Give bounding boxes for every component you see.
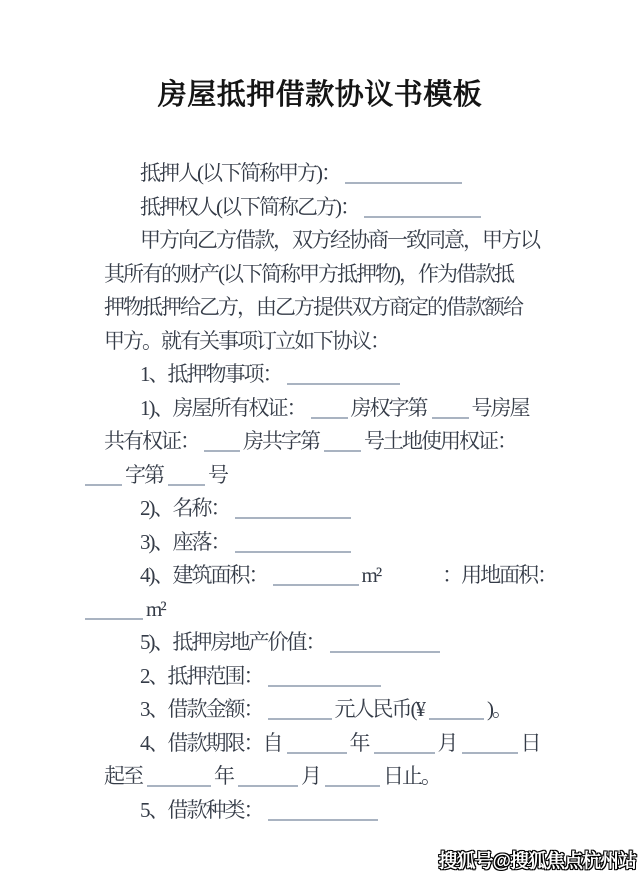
fill-in-blank — [235, 501, 351, 519]
form-text: 号房屋 — [471, 395, 529, 420]
form-text: 2、抵押范围： — [140, 663, 263, 688]
form-text: 2)、名称： — [140, 496, 230, 520]
form-text: 4、借款期限：自 — [140, 730, 282, 755]
fill-in-blank — [235, 535, 351, 553]
form-text: )。 — [487, 697, 511, 721]
form-text: 5、借款种类： — [140, 797, 263, 822]
document-lines — [0, 157, 640, 827]
form-line — [104, 258, 640, 292]
form-line — [140, 224, 640, 258]
fill-in-blank — [364, 200, 481, 218]
form-text: 押物抵押给乙方，由乙方提供双方商定的借款额给 — [104, 295, 522, 319]
form-line — [140, 626, 640, 660]
form-line — [104, 325, 640, 359]
form-text: m² — [146, 596, 165, 621]
form-line — [104, 425, 640, 459]
form-text: m² — [361, 563, 381, 587]
fill-in-blank — [330, 635, 440, 653]
form-text: 月 — [437, 730, 457, 755]
fill-in-blank — [287, 367, 400, 385]
form-line — [140, 660, 640, 694]
form-text: 共有权证： — [104, 429, 199, 453]
form-text: 3、借款金额： — [140, 697, 263, 721]
form-line — [104, 291, 640, 325]
fill-in-blank — [268, 702, 332, 720]
form-text: 年 — [349, 730, 369, 755]
form-line — [140, 559, 640, 593]
fill-in-blank — [85, 468, 122, 486]
form-text: 抵押权人(以下简称乙方)： — [140, 194, 359, 219]
fill-in-blank — [311, 401, 348, 419]
fill-in-blank — [429, 702, 484, 720]
fill-in-blank — [147, 769, 211, 787]
fill-in-blank — [287, 736, 347, 754]
form-text: 元人民币(¥ — [334, 697, 424, 721]
document-title: 房屋抵押借款协议书模板 — [157, 79, 483, 111]
form-line — [140, 157, 640, 191]
fill-in-blank — [324, 434, 361, 452]
fill-in-blank — [204, 434, 240, 452]
form-text: 3)、座落： — [140, 529, 230, 554]
fill-in-blank — [85, 602, 143, 620]
fill-in-blank — [168, 468, 205, 486]
form-text: 月 — [301, 764, 320, 788]
watermark: 搜狐号@搜狐焦点杭州站 — [438, 851, 636, 872]
form-line — [140, 727, 640, 761]
form-line — [140, 191, 640, 225]
form-text: 5)、抵押房地产价值： — [140, 630, 325, 654]
form-text: 其所有的财产(以下简称甲方抵押物)，作为借款抵 — [104, 261, 513, 286]
form-text: 甲方向乙方借款，双方经协商一致同意，甲方以 — [140, 228, 539, 252]
form-text: 1)、房屋所有权证： — [140, 395, 306, 420]
form-line — [80, 593, 640, 627]
form-text: 起至 — [104, 764, 142, 788]
form-text: 号土地使用权证： — [364, 429, 516, 453]
fill-in-blank — [268, 669, 381, 687]
form-text: 房共字第 — [243, 429, 319, 453]
form-text: 4)、建筑面积： — [140, 563, 268, 587]
fill-in-blank — [238, 769, 298, 787]
form-text: 1、抵押物事项： — [140, 362, 282, 386]
form-line — [140, 392, 640, 426]
form-line — [140, 492, 640, 526]
form-text: 房权字第 — [350, 395, 427, 420]
form-text: 号 — [208, 462, 227, 487]
form-text: 年 — [214, 764, 233, 788]
fill-in-blank — [273, 568, 359, 586]
fill-in-blank — [268, 803, 378, 821]
form-text: 抵押人(以下简称甲方)： — [140, 161, 340, 185]
form-text: 字第 — [125, 462, 163, 487]
form-line — [140, 794, 640, 828]
form-text: 甲方。就有关事项订立如下协议： — [104, 328, 389, 353]
fill-in-blank — [462, 736, 518, 754]
spacer — [380, 581, 442, 582]
form-line — [140, 358, 640, 392]
fill-in-blank — [432, 401, 469, 419]
form-line — [140, 526, 640, 560]
form-line — [140, 693, 640, 727]
fill-in-blank — [374, 736, 435, 754]
form-line — [80, 459, 640, 493]
fill-in-blank — [345, 166, 462, 184]
form-text: 日止。 — [383, 764, 440, 788]
fill-in-blank — [325, 769, 380, 787]
form-text: 日 — [520, 730, 540, 755]
form-line — [104, 760, 640, 794]
form-text: ：用地面积： — [442, 563, 557, 587]
